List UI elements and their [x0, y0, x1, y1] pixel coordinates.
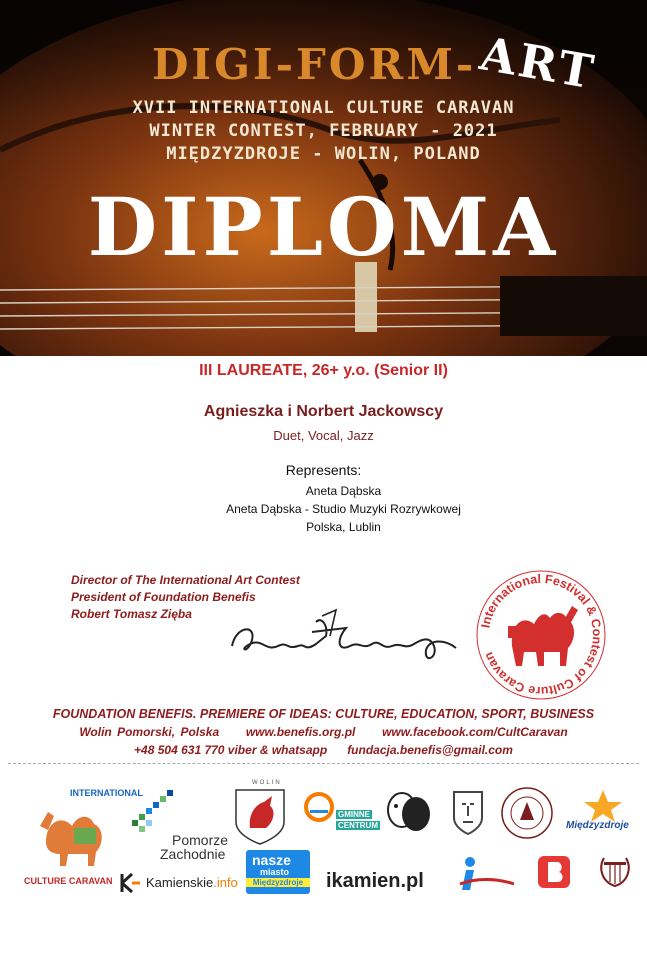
director-president: President of Foundation Benefis — [71, 590, 256, 604]
wolin-culture-stamp-logo — [500, 786, 554, 840]
gminne-text-1: GMINNE — [338, 810, 370, 819]
contest-title-art: ART — [476, 26, 601, 100]
kamienskie-logo — [146, 875, 238, 890]
miedzyzdroje-logo-text: Międzyzdroje — [566, 820, 629, 831]
laureate-category: Duet, Vocal, Jazz — [273, 428, 374, 443]
lyre-music-logo — [594, 852, 636, 892]
footer-contact-line-2 — [0, 743, 647, 757]
footer-contact-line-1 — [0, 725, 647, 739]
red-b-logo — [536, 854, 572, 890]
laureate-name: Agnieszka i Norbert Jackowscy — [203, 403, 444, 420]
kamienskie-text: Kamienskie — [146, 875, 214, 890]
director-title: Director of The International Art Contest — [71, 573, 300, 587]
subtitle-line-3: MIĘDZYZDROJE - WOLIN, POLAND — [166, 144, 481, 164]
information-i-logo — [456, 854, 516, 894]
contest-title — [152, 26, 601, 100]
foundation-tagline: FOUNDATION BENEFIS. PREMIERE OF IDEAS: CULTURE, EDUCATION, SPORT, BUSINESS — [52, 707, 595, 721]
diploma-heading: DIPLOMA — [87, 180, 560, 274]
footer-email-link[interactable]: fundacja.benefis@gmail.com — [347, 743, 513, 757]
signature-image — [226, 606, 466, 670]
represents-line-2: Aneta Dąbska - Studio Muzyki Rozrywkowej — [226, 502, 461, 516]
laureate-title: III LAUREATE, 26+ y.o. (Senior II) — [199, 362, 448, 379]
festival-seal-logo — [472, 566, 610, 704]
represents-label: Represents: — [285, 462, 362, 478]
ikamien-logo: ikamien.pl — [326, 870, 424, 892]
footer-address: Wolin Pomorski, Polska — [79, 725, 220, 739]
footer-website-link[interactable]: www.benefis.org.pl — [245, 725, 356, 739]
nasze-text: nasze — [252, 852, 291, 868]
theatre-masks-logo — [384, 790, 432, 834]
caravan-logo-bottom-text: CULTURE CARAVAN — [24, 876, 113, 886]
gminne-text-2: CENTRUM — [338, 821, 378, 830]
wolin-label: WOLIN — [252, 780, 282, 786]
gminne-centrum-icon — [304, 792, 334, 822]
seal-ring-text: International Festival & Contest of Culture Caravan — [478, 571, 605, 699]
header-banner — [0, 0, 647, 356]
represents-line-1: Aneta Dąbska — [305, 484, 382, 498]
footer-facebook-link[interactable]: www.facebook.com/CultCaravan — [382, 725, 568, 739]
subtitle-line-1: XVII INTERNATIONAL CULTURE CARAVAN — [132, 98, 515, 118]
nasze-miedzyzdroje-text: Międzyzdroje — [246, 878, 310, 887]
kamienskie-suffix: .info — [213, 875, 238, 890]
culture-caravan-logo — [18, 782, 126, 890]
director-name: Robert Tomasz Zięba — [71, 607, 192, 621]
pomorze-text-1: Pomorze — [172, 832, 229, 848]
represents-line-3: Polska, Lublin — [306, 520, 381, 534]
miasto-text: miasto — [260, 867, 290, 877]
face-outline-logo — [448, 788, 488, 836]
miedzyzdroje-star-logo — [580, 788, 626, 822]
caravan-logo-top-text: INTERNATIONAL — [70, 788, 143, 798]
wolin-coat-of-arms-logo — [234, 788, 286, 846]
pomorze-text-2: Zachodnie — [160, 846, 226, 862]
subtitle-line-2: WINTER CONTEST, FEBRUARY - 2021 — [149, 121, 498, 141]
contest-title-main: DIGI-FORM- — [152, 40, 477, 89]
footer-phone: +48 504 631 770 viber & whatsapp — [134, 743, 328, 757]
footer-divider — [8, 763, 639, 764]
nasze-miasto-logo — [246, 850, 310, 894]
kamienskie-k-icon — [118, 872, 142, 894]
